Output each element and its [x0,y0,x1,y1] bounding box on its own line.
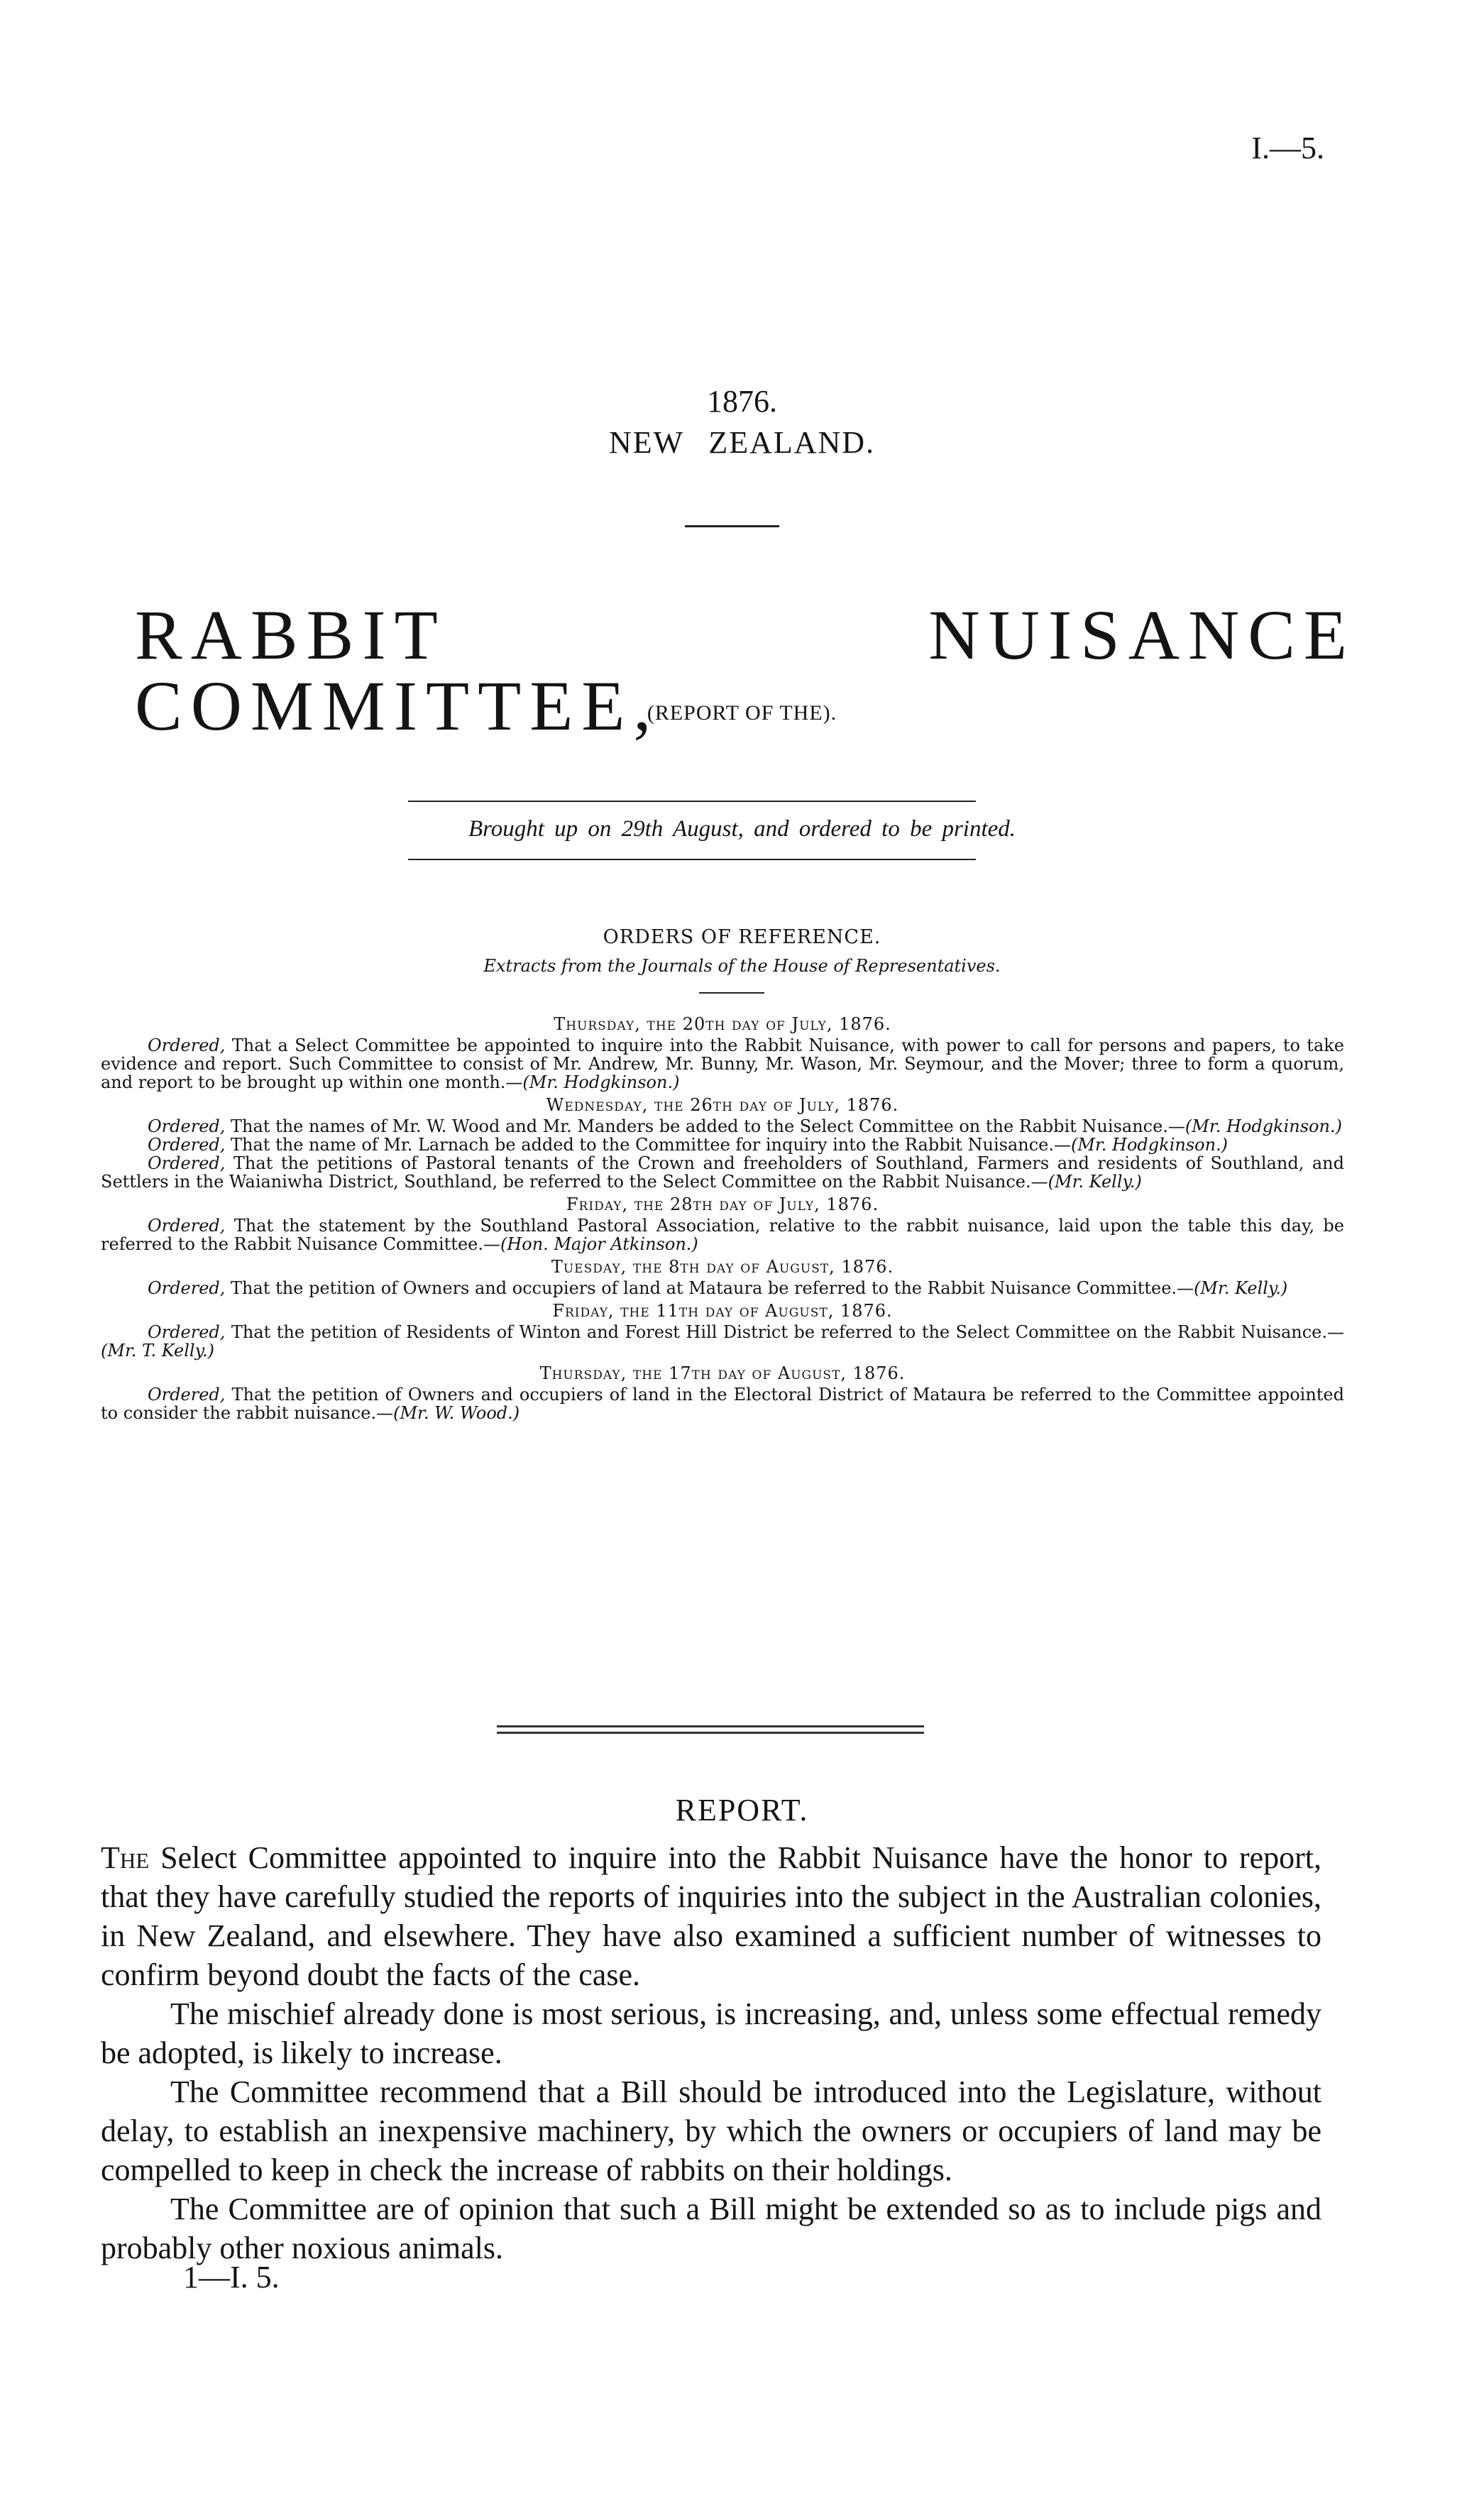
ordered-label: Ordered, [148,1116,226,1136]
orders-list [101,1015,1344,1422]
order-text: That the name of Mr. Larnach be added to the Committee for inquiry into the Rabbit Nuisance.— [225,1135,1072,1155]
order-text: That a Select Committee be appointed to inquire into the Rabbit Nuisance, with power to call for persons and papers, to take evidence and report. Such Committee to consist of Mr. Andrew, Mr. Bunny, Mr. Wason, Mr. Seymour, and the Mover; three to form a quorum, and report to be brought up within one month.— [101,1035,1344,1092]
order-item [101,1323,1344,1360]
report-heading: REPORT. [675,1793,809,1828]
country: NEW ZEALAND. [608,425,876,460]
page-title: RABBIT NUISANCE COMMITTEE, [135,595,1356,745]
order-mover: (Mr. Hodgkinson.) [1071,1135,1229,1155]
order-date: Friday, the 11th day of August, 1876. [552,1301,893,1321]
order-text: That the petitions of Pastoral tenants of the Crown and freeholders of Southland, Farmers and residents of Southland, and Settlers in the Waianiwha District, Southland, be referred to the Select Committee on the Rabbit Nuisance.— [101,1153,1344,1192]
order-text: That the petition of Residents of Winton and Forest Hill District be referred to the Select Committee on the Rabbit Nuisance.— [225,1322,1344,1342]
order-item [101,1036,1344,1092]
order-date: Thursday, the 17th day of August, 1876. [539,1363,906,1383]
order-item [101,1154,1344,1191]
bottom-rule-brought [408,859,976,860]
report-paragraph: The Committee recommend that a Bill should be introduced into the Legislature, without delay, to establish an inexpensive machinery, by which the owners or occupiers of land may be compelled to keep in check the increase of rabbits on their holdings. [101,2074,1321,2187]
ordered-label: Ordered, [148,1385,226,1405]
ordered-label: Ordered, [148,1216,226,1236]
footer-reference: 1—I. 5. [183,2260,280,2295]
ordered-label: Ordered, [148,1153,226,1173]
report-body [101,1838,1321,2268]
order-item [101,1385,1344,1422]
order-item [101,1136,1344,1154]
order-mover: (Hon. Major Atkinson.) [500,1234,698,1254]
order-date: Wednesday, the 26th day of July, 1876. [546,1095,899,1115]
ordered-label: Ordered, [148,1278,226,1298]
orders-of-reference-heading: ORDERS OF REFERENCE. [603,926,881,948]
subtitle: (REPORT OF THE). [647,701,837,725]
order-item [101,1117,1344,1136]
year: 1876. [707,384,777,419]
order-item [101,1279,1344,1297]
order-item [101,1216,1344,1253]
order-date: Tuesday, the 8th day of August, 1876. [551,1257,894,1277]
orders-short-rule [699,992,764,994]
order-mover: (Mr. W. Wood.) [393,1403,520,1423]
page-reference: I.—5. [1251,131,1324,165]
order-text: That the names of Mr. W. Wood and Mr. Manders be added to the Select Committee on the Rabbit Nuisance.— [225,1116,1185,1136]
ordered-label: Ordered, [148,1035,226,1055]
order-text: That the statement by the Southland Pastoral Association, relative to the rabbit nuisance, laid upon the table this day, be referred to the Rabbit Nuisance Committee.— [101,1216,1344,1254]
report-lead-word: The [101,1840,150,1875]
top-rule-brought [408,801,976,802]
order-mover: (Mr. Kelly.) [1194,1278,1288,1298]
order-date: Friday, the 28th day of July, 1876. [566,1194,879,1214]
report-paragraph: The Committee are of opinion that such a Bill might be extended so as to include pigs and probably other noxious animals. [101,2192,1321,2265]
order-mover: (Mr. Kelly.) [1048,1172,1142,1192]
short-rule [685,525,779,527]
order-mover: (Mr. Hodgkinson.) [1185,1116,1342,1136]
orders-of-reference-subheading: Extracts from the Journals of the House of Representatives. [483,956,1001,976]
report-paragraph-text: Select Committee appointed to inquire into the Rabbit Nuisance have the honor to report, that they have carefully studied the reports of inquiries into the subject in the Australian colonies, in New Zealand, and elsewhere. They have also examined a sufficient number of witnesses to confirm beyond doubt the facts of the case. [101,1840,1321,1992]
brought-up-note: Brought up on 29th August, and ordered to be printed. [468,816,1016,842]
order-text: That the petition of Owners and occupiers of land at Mataura be referred to the Rabbit Nuisance Committee.— [225,1278,1194,1298]
order-mover: (Mr. T. Kelly.) [101,1341,214,1361]
report-paragraph [101,1838,1321,1994]
order-text: That the petition of Owners and occupiers of land in the Electoral District of Mataura be referred to the Committee appointed to consider the rabbit nuisance.— [101,1385,1344,1423]
order-date: Thursday, the 20th day of July, 1876. [554,1014,891,1034]
order-mover: (Mr. Hodgkinson.) [522,1072,680,1092]
ordered-label: Ordered, [148,1322,226,1342]
section-divider [497,1725,924,1734]
ordered-label: Ordered, [148,1135,226,1155]
report-paragraph: The mischief already done is most serious, is increasing, and, unless some effectual remedy be adopted, is likely to increase. [101,1996,1321,2070]
